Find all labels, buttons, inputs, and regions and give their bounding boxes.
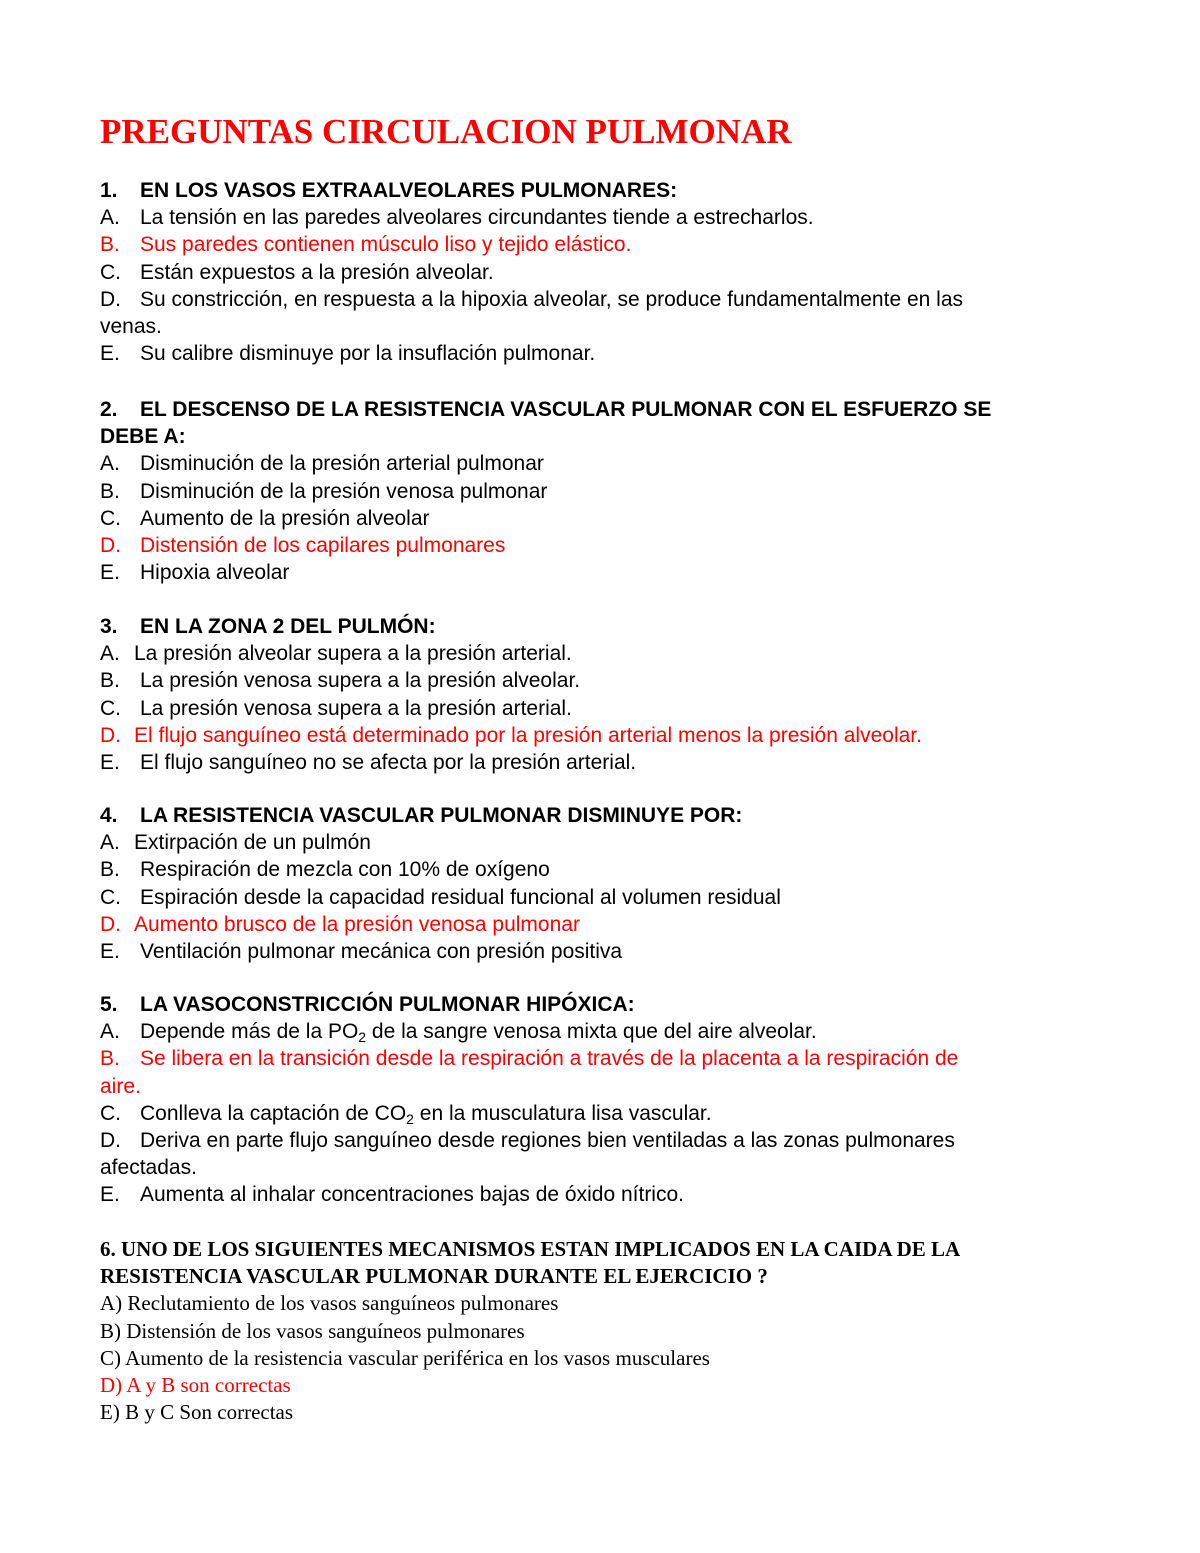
option-text: Se libera en la transición desde la respiración a través de la placenta a la respiración de [140, 1047, 959, 1071]
option-d [100, 1127, 1110, 1154]
option-d-correct [100, 722, 1110, 749]
option-e [100, 749, 1110, 776]
option-c: C) Aumento de la resistencia vascular periférica en los vasos musculares [100, 1345, 710, 1370]
question-heading: 6. UNO DE LOS SIGUIENTES MECANISMOS ESTAN IMPLICADOS EN LA CAIDA DE LA [100, 1237, 961, 1261]
option-letter: C. [100, 885, 121, 909]
question-6 [100, 1236, 1110, 1426]
option-letter: D. [100, 287, 121, 311]
option-a: A) Reclutamiento de los vasos sanguíneos pulmonares [100, 1291, 559, 1316]
option-text: Están expuestos a la presión alveolar. [140, 260, 494, 284]
question-heading [100, 396, 1110, 423]
option-c [100, 884, 1110, 911]
option-a [100, 1018, 1110, 1045]
option-letter: A. [100, 831, 120, 855]
option-b-correct [100, 231, 1110, 258]
question-heading [100, 613, 1110, 640]
option-e [100, 1181, 1110, 1208]
question-heading-continued: DEBE A: [100, 425, 186, 449]
option-letter: B. [100, 233, 120, 257]
question-5 [100, 991, 1110, 1209]
option-c [100, 1100, 1110, 1127]
option-b-continued: aire. [100, 1074, 141, 1098]
option-text-tail: en la musculatura lisa vascular. [413, 1101, 712, 1125]
option-d-continued: venas. [100, 315, 162, 339]
option-e [100, 340, 1110, 367]
option-letter: E. [100, 1183, 120, 1207]
option-letter: B. [100, 858, 120, 882]
option-text: La presión venosa supera a la presión alveolar. [140, 669, 581, 693]
question-number: 3. [100, 615, 118, 638]
option-letter: A. [100, 1020, 120, 1044]
question-2 [100, 396, 1110, 586]
option-letter: A. [100, 206, 120, 230]
option-text: Aumenta al inhalar concentraciones bajas de óxido nítrico. [140, 1183, 684, 1207]
option-text: Conlleva la captación de CO [140, 1101, 407, 1125]
option-b [100, 478, 1110, 505]
question-heading-continued: RESISTENCIA VASCULAR PULMONAR DURANTE EL EJERCICIO ? [100, 1264, 768, 1289]
option-e [100, 559, 1110, 586]
question-number: 2. [100, 398, 118, 421]
option-letter: B. [100, 669, 120, 693]
option-letter: D. [100, 723, 121, 747]
option-letter: D. [100, 1129, 121, 1153]
option-text: La presión alveolar supera a la presión arterial. [134, 642, 572, 666]
option-text: Extirpación de un pulmón [134, 831, 371, 855]
option-text: Su constricción, en respuesta a la hipoxia alveolar, se produce fundamentalmente en las [140, 287, 963, 311]
option-text: La presión venosa supera a la presión arterial. [140, 696, 572, 720]
subscript: 2 [358, 1029, 367, 1046]
option-d-continued: afectadas. [100, 1156, 197, 1180]
option-letter: C. [100, 260, 121, 284]
question-text: LA RESISTENCIA VASCULAR PULMONAR DISMINUYE POR: [140, 804, 743, 827]
question-heading [100, 177, 1110, 204]
question-1 [100, 177, 1110, 367]
option-text: Aumento de la presión alveolar [140, 506, 430, 530]
option-a [100, 640, 1110, 667]
option-text: Espiración desde la capacidad residual funcional al volumen residual [140, 885, 781, 909]
question-number: 5. [100, 993, 118, 1016]
option-c [100, 695, 1110, 722]
option-letter: E. [100, 940, 120, 964]
option-letter: A. [100, 452, 120, 476]
option-d-correct: D) A y B son correctas [100, 1373, 291, 1398]
option-d-correct [100, 911, 1110, 938]
option-letter: D. [100, 912, 121, 936]
option-e: E) B y C Son correctas [100, 1400, 294, 1425]
question-text: EN LOS VASOS EXTRAALVEOLARES PULMONARES: [140, 179, 678, 202]
option-letter: E. [100, 561, 120, 585]
option-a [100, 204, 1110, 231]
question-text: EN LA ZONA 2 DEL PULMÓN: [140, 615, 436, 638]
option-c [100, 505, 1110, 532]
option-b: B) Distensión de los vasos sanguíneos pulmonares [100, 1318, 525, 1343]
question-4 [100, 802, 1110, 965]
question-number: 1. [100, 179, 118, 202]
subscript: 2 [406, 1110, 414, 1127]
option-text-tail: de la sangre venosa mixta que del aire alveolar. [366, 1020, 817, 1044]
option-text: Respiración de mezcla con 10% de oxígeno [140, 858, 550, 882]
option-text: Ventilación pulmonar mecánica con presión positiva [140, 940, 623, 964]
option-letter: E. [100, 751, 120, 775]
option-text: El flujo sanguíneo está determinado por la presión arterial menos la presión alveolar. [134, 723, 922, 747]
question-heading [100, 802, 1110, 829]
option-text: El flujo sanguíneo no se afecta por la presión arterial. [140, 751, 637, 775]
page-title: PREGUNTAS CIRCULACION PULMONAR [100, 112, 792, 151]
option-letter: E. [100, 342, 120, 366]
question-number: 4. [100, 804, 118, 827]
option-text: Distensión de los capilares pulmonares [140, 534, 506, 558]
question-3 [100, 613, 1110, 776]
question-text: LA VASOCONSTRICCIÓN PULMONAR HIPÓXICA: [140, 993, 635, 1016]
option-d-correct [100, 532, 1110, 559]
option-c [100, 259, 1110, 286]
option-letter: A. [100, 642, 120, 666]
option-b-correct [100, 1045, 1110, 1072]
option-letter: B. [100, 1047, 120, 1071]
option-a [100, 829, 1110, 856]
option-b [100, 667, 1110, 694]
option-letter: D. [100, 534, 121, 558]
option-text: La tensión en las paredes alveolares circundantes tiende a estrecharlos. [140, 206, 814, 230]
option-text: Sus paredes contienen músculo liso y tejido elástico. [140, 233, 632, 257]
option-text: Deriva en parte flujo sanguíneo desde regiones bien ventiladas a las zonas pulmonares [140, 1129, 955, 1153]
option-a [100, 450, 1110, 477]
question-text: EL DESCENSO DE LA RESISTENCIA VASCULAR PULMONAR CON EL ESFUERZO SE [140, 398, 992, 421]
option-text: Disminución de la presión arterial pulmonar [140, 452, 544, 476]
option-e [100, 938, 1110, 965]
option-letter: C. [100, 1101, 121, 1125]
option-d [100, 286, 1110, 313]
option-letter: C. [100, 696, 121, 720]
option-letter: B. [100, 479, 120, 503]
option-text: Aumento brusco de la presión venosa pulmonar [134, 912, 580, 936]
option-text: Disminución de la presión venosa pulmonar [140, 479, 548, 503]
option-text: Su calibre disminuye por la insuflación pulmonar. [140, 342, 596, 366]
option-letter: C. [100, 506, 121, 530]
option-text: Hipoxia alveolar [140, 561, 290, 585]
question-heading [100, 991, 1110, 1018]
option-text: Depende más de la PO [140, 1020, 359, 1044]
option-b [100, 856, 1110, 883]
